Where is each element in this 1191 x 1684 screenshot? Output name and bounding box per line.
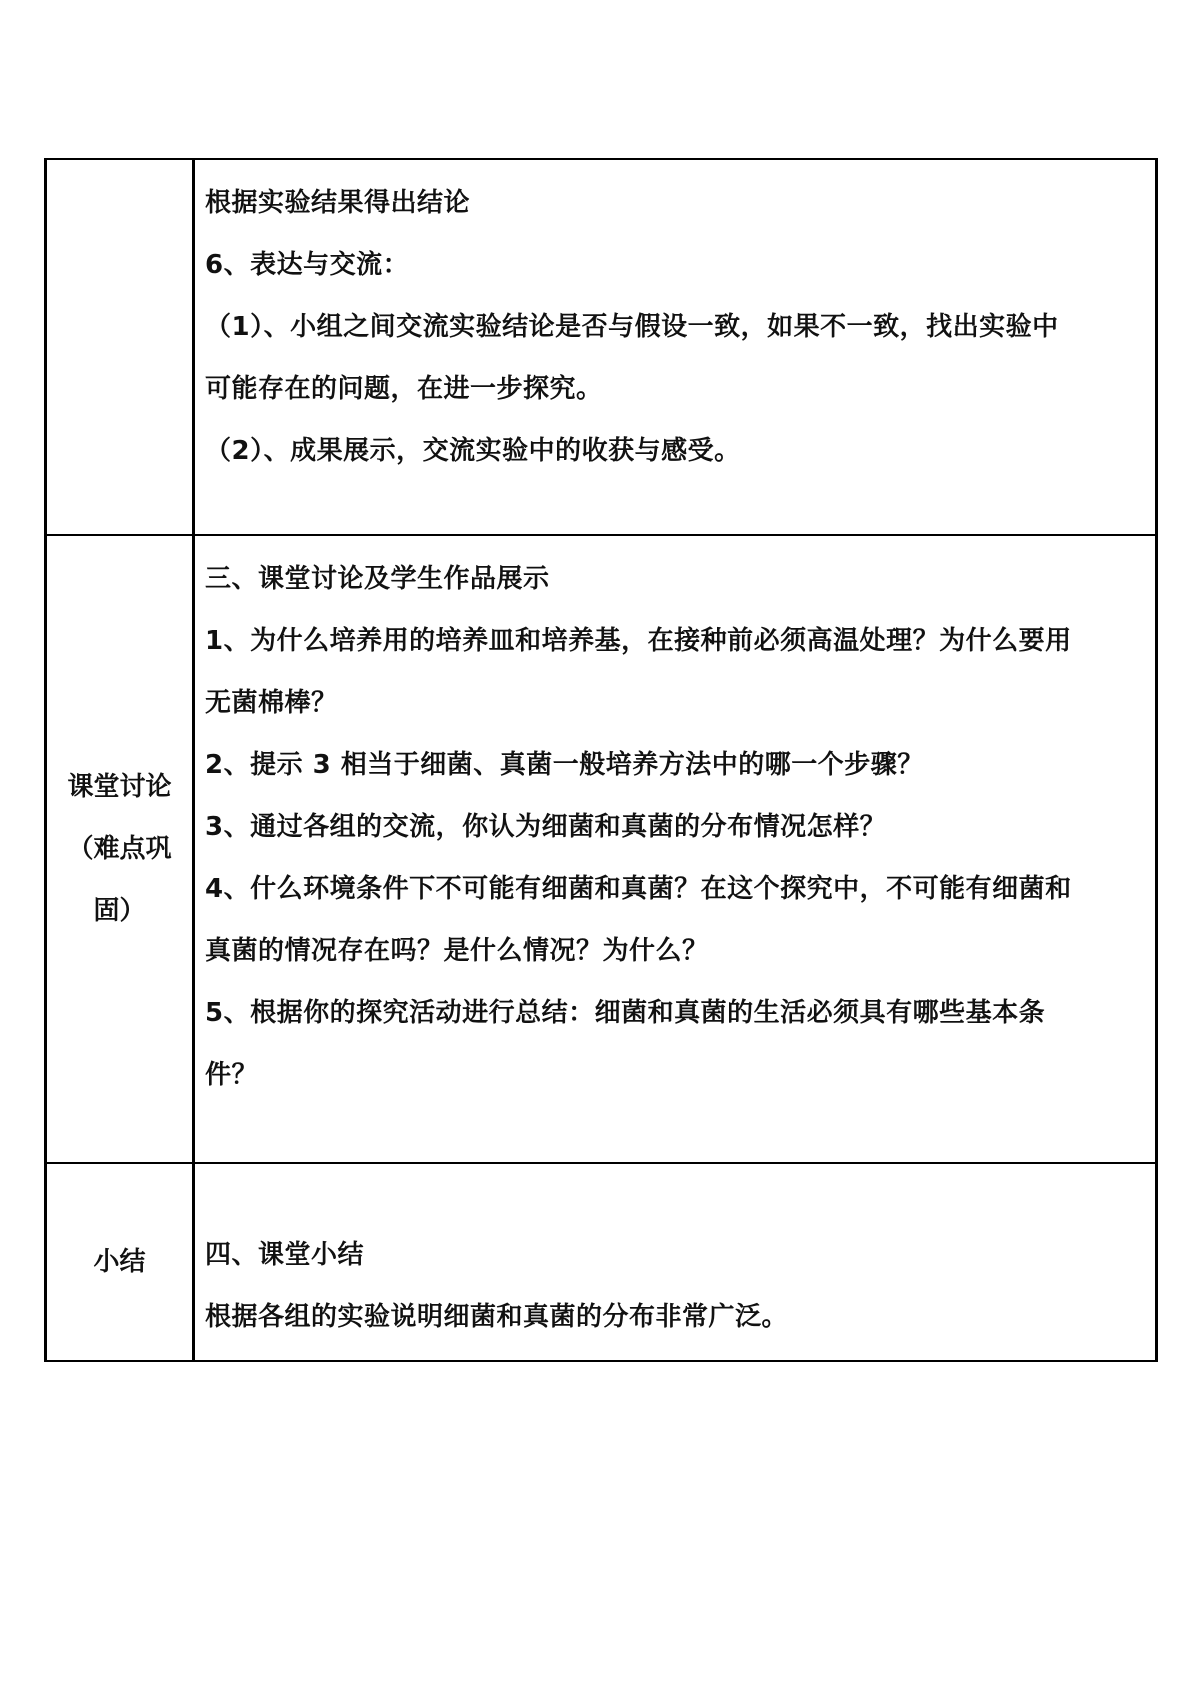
row-label-cell [46,1163,194,1361]
label-line: 固） [93,896,146,926]
row-label-cell [46,159,194,535]
content-line: 6、表达与交流： [205,250,410,280]
content-line: 4、什么环境条件下不可能有细菌和真菌？在这个探究中，不可能有细菌和 [205,874,1072,904]
content-line: 3、通过各组的交流，你认为细菌和真菌的分布情况怎样？ [205,812,887,842]
table-row [46,535,1157,1163]
lesson-plan-table [44,158,1158,1362]
content-line: 件？ [205,1060,259,1090]
row-label [47,536,192,1162]
table-row [46,1163,1157,1361]
label-line: 课堂讨论 [67,772,172,802]
content-line: 1、为什么培养用的培养皿和培养基，在接种前必须高温处理？为什么要用 [205,626,1072,656]
table-row [46,159,1157,535]
row-content-cell [194,159,1157,535]
content-line: （1）、小组之间交流实验结论是否与假设一致，如果不一致，找出实验中 [205,312,1059,342]
row-label [47,160,192,534]
content-line: 四、课堂小结 [205,1240,365,1270]
row-label: 小结 [93,1247,146,1277]
content-line: 5、根据你的探究活动进行总结：细菌和真菌的生活必须具有哪些基本条 [205,998,1046,1028]
content-line: 三、课堂讨论及学生作品展示 [205,564,550,594]
content-line: 无菌棉棒？ [205,688,338,718]
label-line: （难点巩 [67,834,172,864]
content-line: 真菌的情况存在吗？是什么情况？为什么？ [205,936,709,966]
content-line: 2、提示 3 相当于细菌、真菌一般培养方法中的哪一个步骤？ [205,750,924,780]
discussion-content [195,536,1155,1106]
content-line: 根据各组的实验说明细菌和真菌的分布非常广泛。 [205,1302,789,1332]
row-content-cell [194,1163,1157,1361]
content-line: 可能存在的问题，在进一步探究。 [205,374,603,404]
conclusion-content [195,160,1155,482]
content-line: 根据实验结果得出结论 [205,188,471,218]
row-content-cell [194,535,1157,1163]
content-line: （2）、成果展示，交流实验中的收获与感受。 [205,436,741,466]
summary-content [195,1164,1155,1348]
row-label-cell [46,535,194,1163]
